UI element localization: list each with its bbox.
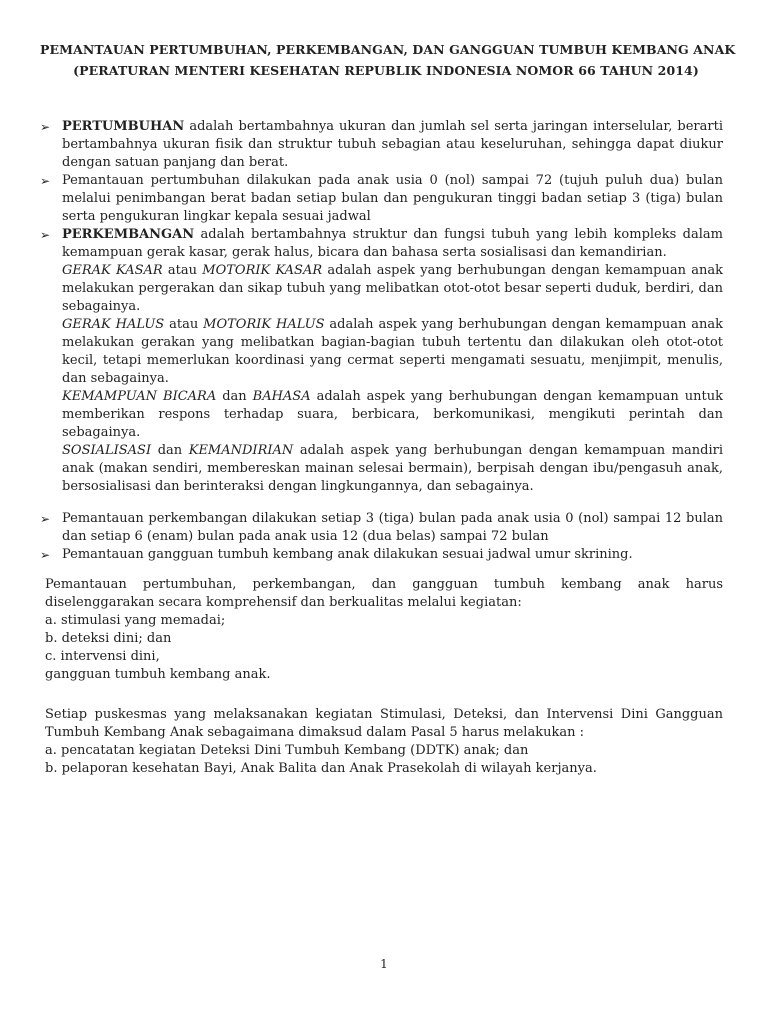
term-sosialisasi: SOSIALISASI — [62, 443, 152, 458]
pemantauan-pertumbuhan-text: Pemantauan pertumbuhan dilakukan pada anak usia 0 (nol) sampai 72 (tujuh puluh dua) bulan melalui penimbangan berat badan setiap bulan dan pengukuran tinggi badan setiap 3 (tiga) bulan serta pengukuran lingkar kepala sesuai jadwal — [62, 173, 723, 224]
sub-gerak-kasar: GERAK KASAR atau MOTORIK KASAR adalah aspek yang berhubungan dengan kemampuan anak melakukan pergerakan dan sikap tubuh yang melibatkan otot-otot besar seperti duduk, berdiri, dan sebagainya. — [62, 263, 723, 314]
paragraph-puskesmas-intro: Setiap puskesmas yang melaksanakan kegiatan Stimulasi, Deteksi, dan Intervensi Dini Gangguan Tumbuh Kembang Anak sebagaimana dimaksud dalam Pasal 5 harus melakukan : — [45, 707, 723, 740]
title-line-2: (PERATURAN MENTERI KESEHATAN REPUBLIK INDONESIA NOMOR 66 TAHUN 2014) — [73, 63, 699, 78]
definition-perkembangan: adalah bertambahnya struktur dan fungsi tubuh yang lebih kompleks dalam kemampuan gerak kasar, gerak halus, bicara dan bahasa serta sosialisasi dan kemandirian. — [62, 227, 723, 260]
bullet-pertumbuhan — [40, 118, 723, 172]
definition-bicara-bahasa: adalah aspek yang berhubungan dengan kemampuan untuk memberikan respons terhadap suara, berbicara, berkomunikasi, mengikuti perintah dan sebagainya. — [62, 389, 723, 440]
term-gerak-halus: GERAK HALUS — [62, 317, 165, 332]
page-number: 1 — [380, 957, 388, 971]
definition-gerak-kasar: adalah aspek yang berhubungan dengan kemampuan anak melakukan pergerakan dan sikap tubuh yang melibatkan otot-otot besar seperti duduk, berdiri, dan sebagainya. — [62, 263, 723, 314]
list-item-a: a. stimulasi yang memadai; — [45, 613, 226, 628]
list-item-b: b. pelaporan kesehatan Bayi, Anak Balita dan Anak Prasekolah di wilayah kerjanya. — [45, 761, 597, 776]
list-item-a: a. pencatatan kegiatan Deteksi Dini Tumbuh Kembang (DDTK) anak; dan — [45, 743, 529, 758]
term-motorik-halus: MOTORIK HALUS — [203, 317, 325, 332]
term-bahasa: BAHASA — [252, 389, 311, 404]
pemantauan-perkembangan-text: Pemantauan perkembangan dilakukan setiap 3 (tiga) bulan pada anak usia 0 (nol) sampai 12 bulan dan setiap 6 (enam) bulan pada anak usia 12 (dua belas) sampai 72 bulan — [62, 511, 723, 544]
bullet-pemantauan-gangguan — [40, 546, 723, 564]
arrowhead-bullet-icon: ➢ — [40, 228, 51, 242]
term-kemandirian: KEMANDIRIAN — [188, 443, 294, 458]
list-item-b: b. deteksi dini; dan — [45, 631, 172, 646]
arrowhead-bullet-icon: ➢ — [40, 548, 51, 562]
sub-bicara-bahasa: KEMAMPUAN BICARA dan BAHASA adalah aspek yang berhubungan dengan kemampuan untuk memberikan respons terhadap suara, berbicara, berkomunikasi, mengikuti perintah dan sebagainya. — [62, 389, 723, 440]
sub-sosialisasi-kemandirian: SOSIALISASI dan KEMANDIRIAN adalah aspek yang berhubungan dengan kemampuan mandiri anak (makan sendiri, membereskan mainan selesai bermain), berpisah dengan ibu/pengasuh anak, bersosialisasi dan berinteraksi dengan lingkungannya, dan sebagainya. — [62, 443, 723, 494]
document-title — [40, 39, 736, 81]
term-perkembangan: PERKEMBANGAN — [62, 227, 195, 242]
term-motorik-kasar: MOTORIK KASAR — [202, 263, 323, 278]
paragraph-kegiatan — [45, 576, 723, 684]
arrowhead-bullet-icon: ➢ — [40, 174, 51, 188]
bullet-pemantauan-perkembangan — [40, 510, 723, 546]
arrowhead-bullet-icon: ➢ — [40, 512, 51, 526]
sub-gerak-halus: GERAK HALUS atau MOTORIK HALUS adalah aspek yang berhubungan dengan kemampuan anak melakukan gerakan yang melibatkan bagian-bagian tubuh tertentu dan dilakukan oleh otot-otot kecil, tetapi memerlukan koordinasi yang cermat seperti mengamati sesuatu, menjimpit, menulis, dan sebagainya. — [62, 317, 723, 386]
arrowhead-bullet-icon: ➢ — [40, 120, 51, 134]
definition-gerak-halus: adalah aspek yang berhubungan dengan kemampuan anak melakukan gerakan yang melibatkan bagian-bagian tubuh tertentu dan dilakukan oleh otot-otot kecil, tetapi memerlukan koordinasi yang cermat seperti mengamati sesuatu, menjimpit, menulis, dan sebagainya. — [62, 317, 723, 386]
list-item-c: c. intervensi dini, — [45, 649, 160, 664]
bullet-pemantauan-pertumbuhan — [40, 172, 723, 226]
definition-sosialisasi-kemandirian: adalah aspek yang berhubungan dengan kemampuan mandiri anak (makan sendiri, membereskan mainan selesai bermain), berpisah dengan ibu/pengasuh anak, bersosialisasi dan berinteraksi dengan lingkungannya, dan sebagainya. — [62, 443, 723, 494]
title-line-1: PEMANTAUAN PERTUMBUHAN, PERKEMBANGAN, DAN GANGGUAN TUMBUH KEMBANG ANAK — [40, 42, 736, 57]
definition-pertumbuhan: adalah bertambahnya ukuran dan jumlah sel serta jaringan interselular, berarti bertambahnya ukuran fisik dan struktur tubuh sebagian atau keseluruhan, sehingga dapat diukur dengan satuan panjang dan berat. — [62, 119, 723, 170]
bullet-list — [40, 118, 723, 564]
paragraph-kegiatan-intro: Pemantauan pertumbuhan, perkembangan, dan gangguan tumbuh kembang anak harus diselenggarakan secara komprehensif dan berkualitas melalui kegiatan: — [45, 577, 723, 610]
bullet-perkembangan — [40, 226, 723, 262]
term-pertumbuhan: PERTUMBUHAN — [62, 119, 185, 134]
paragraph-kegiatan-tail: gangguan tumbuh kembang anak. — [45, 667, 271, 682]
paragraph-puskesmas — [45, 706, 723, 778]
term-kemampuan-bicara: KEMAMPUAN BICARA — [62, 389, 217, 404]
pemantauan-gangguan-text: Pemantauan gangguan tumbuh kembang anak dilakukan sesuai jadwal umur skrining. — [62, 547, 633, 562]
term-gerak-kasar: GERAK KASAR — [62, 263, 163, 278]
